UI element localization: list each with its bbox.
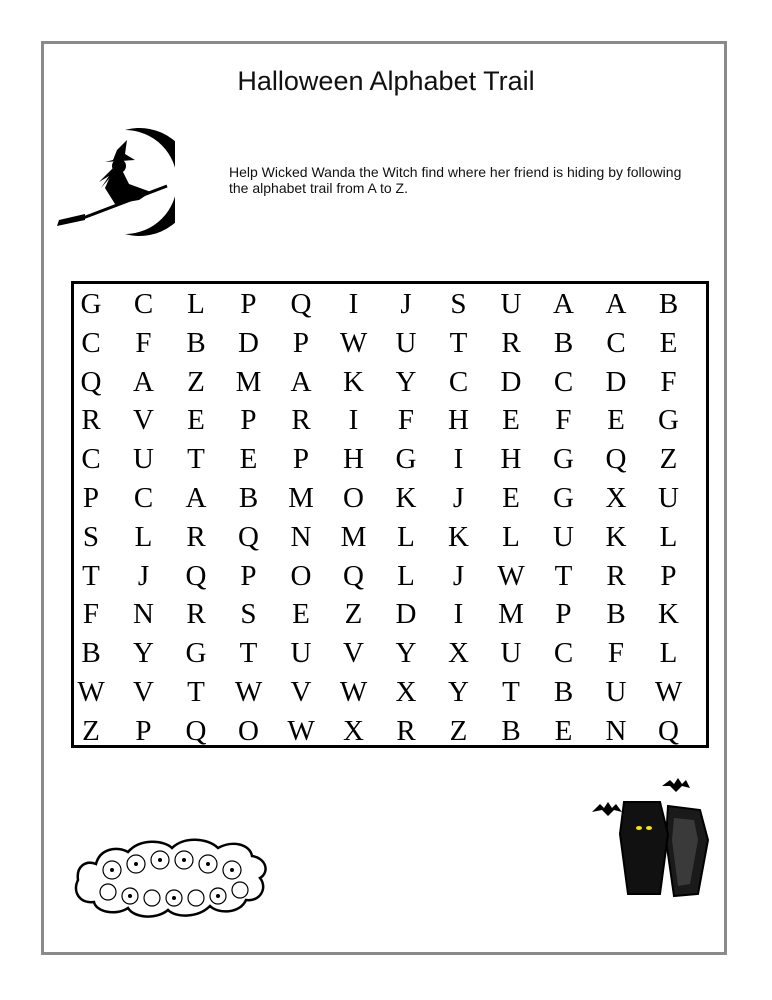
grid-letter: R	[501, 326, 521, 359]
grid-letter: G	[185, 637, 207, 670]
grid-letter: P	[135, 714, 152, 747]
grid-letter: P	[240, 288, 257, 320]
grid-letter: J	[452, 482, 465, 514]
grid-letter: C	[133, 482, 154, 514]
grid-letter: Q	[185, 559, 207, 592]
grid-letter: O	[343, 482, 364, 514]
grid-letter: I	[348, 288, 359, 320]
grid-letter: X	[395, 676, 417, 708]
grid-letter: K	[395, 482, 417, 514]
grid-letter: C	[448, 365, 469, 398]
grid-letter: W	[234, 676, 263, 708]
grid-letter: D	[605, 365, 627, 398]
grid-letter: M	[340, 520, 367, 553]
grid-letter: Q	[80, 365, 102, 398]
grid-letter: N	[133, 598, 154, 631]
grid-letter: E	[239, 443, 258, 476]
grid-letter: P	[240, 559, 257, 592]
happy-halloween-banner	[72, 826, 272, 925]
grid-letter: U	[500, 288, 522, 320]
grid-letter: E	[554, 714, 573, 747]
grid-letter: C	[81, 443, 101, 476]
grid-letter: Z	[659, 443, 678, 476]
grid-letter: Y	[448, 676, 469, 708]
grid-letter: P	[82, 482, 100, 514]
grid-letter: E	[292, 598, 310, 631]
grid-letter: B	[238, 482, 259, 514]
grid-letter: F	[660, 365, 677, 398]
grid-letter: V	[133, 676, 154, 708]
grid-letter: P	[292, 443, 310, 476]
grid-letter: R	[186, 598, 206, 631]
grid-letter: U	[658, 482, 679, 514]
grid-letter: H	[448, 404, 469, 437]
grid-letter: W	[497, 559, 525, 592]
grid-letter: C	[553, 637, 574, 670]
grid-letter: L	[397, 520, 415, 553]
grid-letter: A	[185, 482, 207, 514]
grid-letter: F	[397, 404, 415, 437]
grid-letter: P	[292, 326, 310, 359]
page-title: Halloween Alphabet Trail	[237, 66, 535, 96]
grid-letter: A	[553, 288, 574, 320]
grid-letter: L	[134, 520, 153, 553]
grid-letter: S	[82, 520, 100, 553]
grid-letter: B	[501, 714, 521, 747]
grid-letter: Z	[449, 714, 468, 747]
grid-letter: K	[343, 365, 364, 398]
grid-letter: S	[240, 598, 257, 631]
grid-letter: C	[81, 326, 101, 359]
witch-on-broom-moon-icon	[55, 126, 175, 243]
grid-letter: U	[605, 676, 627, 708]
grid-letter: N	[290, 520, 312, 553]
grid-letter: L	[187, 288, 205, 320]
grid-letter: U	[290, 637, 312, 670]
grid-letter: R	[81, 404, 101, 437]
grid-letter: J	[400, 288, 412, 320]
coffin-bats-icon	[590, 778, 720, 907]
grid-letter: K	[658, 598, 679, 631]
grid-letter: T	[187, 443, 205, 476]
grid-letter: F	[82, 598, 100, 631]
grid-letter: B	[553, 326, 574, 359]
grid-letter: B	[658, 288, 679, 320]
grid-letter: Z	[82, 714, 100, 747]
grid-letter: W	[654, 676, 683, 708]
grid-letter: G	[553, 443, 574, 476]
grid-letter: C	[553, 365, 574, 398]
grid-letter: I	[453, 598, 464, 631]
grid-letter: Q	[185, 714, 207, 747]
grid-letter: F	[135, 326, 152, 359]
grid-letter: Y	[133, 637, 154, 670]
grid-letter: I	[453, 443, 464, 476]
grid-letter: K	[448, 520, 469, 553]
grid-letter: J	[452, 559, 465, 592]
grid-letter: P	[240, 404, 257, 437]
grid-letter: S	[450, 288, 467, 320]
grid-letter: E	[607, 404, 625, 437]
grid-letter: G	[80, 288, 102, 320]
grid-letter: B	[553, 676, 574, 708]
grid-letter: F	[607, 637, 625, 670]
grid-letter: N	[605, 714, 627, 747]
grid-letter: X	[343, 714, 364, 747]
grid-letter: Q	[238, 520, 259, 553]
grid-letter: T	[449, 326, 468, 359]
grid-letter: P	[660, 559, 677, 592]
grid-letter: G	[658, 404, 679, 437]
grid-letter: V	[290, 676, 312, 708]
grid-letter: H	[500, 443, 522, 476]
grid-letter: X	[605, 482, 627, 514]
grid-letter: Q	[605, 443, 627, 476]
grid-letter: H	[343, 443, 364, 476]
grid-letter: O	[238, 714, 259, 747]
grid-letter: U	[500, 637, 522, 670]
grid-letter: A	[133, 365, 154, 398]
grid-letter: M	[235, 365, 262, 398]
grid-letter: D	[238, 326, 259, 359]
grid-letter: U	[133, 443, 154, 476]
grid-letter: J	[137, 559, 150, 592]
grid-letter: I	[348, 404, 359, 437]
grid-letter: E	[187, 404, 205, 437]
grid-letter: D	[395, 598, 417, 631]
grid-letter: C	[606, 326, 626, 359]
grid-letter: L	[397, 559, 415, 592]
grid-letter: M	[288, 482, 314, 514]
grid-letter: A	[290, 365, 312, 398]
grid-letter: V	[133, 404, 154, 437]
grid-letter: F	[555, 404, 572, 437]
grid-letter: Q	[343, 559, 364, 592]
grid-letter: L	[659, 637, 678, 670]
letter-grid-cells	[74, 284, 706, 745]
grid-letter: R	[186, 520, 206, 553]
grid-letter: W	[287, 714, 315, 747]
grid-letter: C	[133, 288, 154, 320]
grid-letter: O	[290, 559, 312, 592]
grid-letter: E	[502, 482, 520, 514]
grid-letter: R	[291, 404, 311, 437]
grid-letter: A	[605, 288, 627, 320]
grid-letter: W	[77, 676, 105, 708]
grid-letter: T	[502, 676, 520, 708]
instructions-text: Help Wicked Wanda the Witch find where her friend is hiding by following the alphabet trail from A to Z.	[229, 164, 682, 196]
grid-letter: W	[339, 676, 368, 708]
grid-letter: T	[554, 559, 573, 592]
grid-letter: R	[396, 714, 416, 747]
grid-letter: E	[502, 404, 520, 437]
grid-letter: W	[339, 326, 368, 359]
grid-letter: Z	[344, 598, 363, 631]
grid-letter: V	[343, 637, 364, 670]
grid-letter: L	[502, 520, 520, 553]
grid-letter: R	[606, 559, 626, 592]
grid-letter: B	[186, 326, 206, 359]
grid-letter: X	[448, 637, 469, 670]
grid-letter: G	[395, 443, 417, 476]
grid-letter: Y	[395, 365, 417, 398]
grid-letter: Z	[187, 365, 205, 398]
grid-letter: Q	[658, 714, 679, 747]
grid-letter: M	[498, 598, 524, 631]
grid-letter: U	[553, 520, 574, 553]
grid-letter: K	[605, 520, 627, 553]
letter-grid	[71, 281, 709, 748]
grid-letter: P	[555, 598, 572, 631]
grid-letter: B	[81, 637, 101, 670]
grid-letter: B	[606, 598, 626, 631]
grid-letter: Q	[290, 288, 312, 320]
grid-letter: L	[659, 520, 678, 553]
grid-letter: T	[187, 676, 205, 708]
grid-letter: E	[659, 326, 678, 359]
grid-letter: T	[239, 637, 258, 670]
grid-letter: U	[395, 326, 417, 359]
grid-letter: T	[82, 559, 100, 592]
grid-letter: Y	[395, 637, 417, 670]
grid-letter: D	[500, 365, 522, 398]
grid-letter: G	[553, 482, 574, 514]
